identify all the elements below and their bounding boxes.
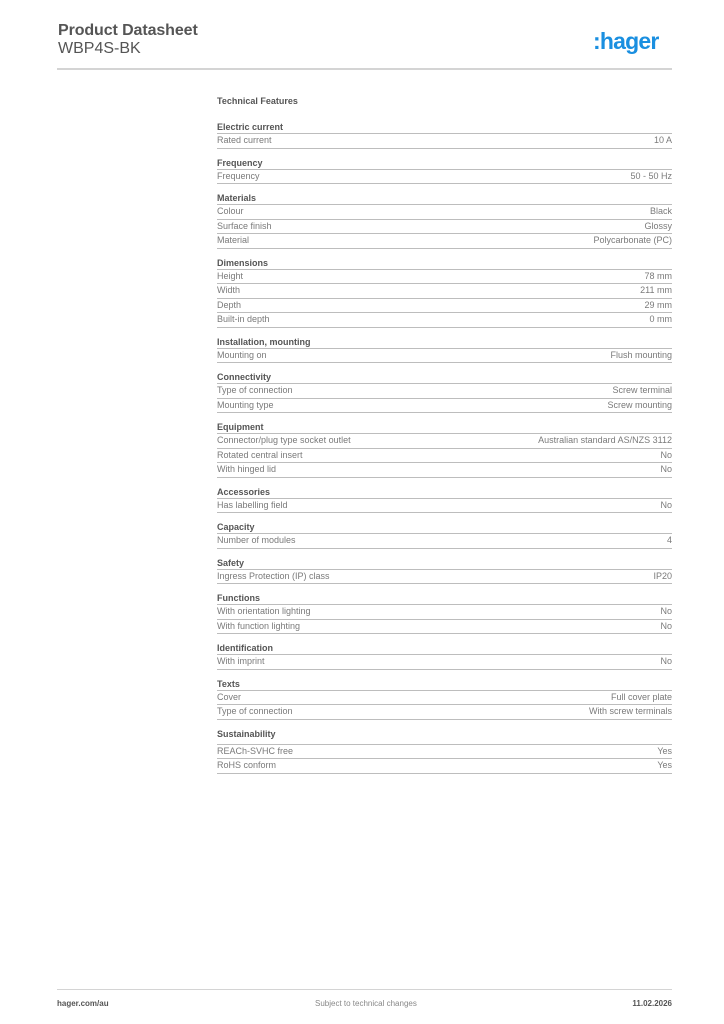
row-value: Yes <box>657 745 672 756</box>
row-value: With screw terminals <box>588 706 672 717</box>
row-value: No <box>660 656 672 667</box>
row-label: Frequency <box>217 170 260 181</box>
group-sustainability <box>217 728 672 774</box>
row-label: Built-in depth <box>217 314 270 325</box>
table-row <box>217 759 672 774</box>
group-connectivity <box>217 371 672 413</box>
row-label: Number of modules <box>217 535 296 546</box>
row-value: Polycarbonate (PC) <box>593 235 672 246</box>
table-row <box>217 313 672 328</box>
group-title: Capacity <box>217 521 672 534</box>
row-label: With function lighting <box>217 620 301 631</box>
row-label: Colour <box>217 206 244 217</box>
row-value: 10 A <box>653 135 672 146</box>
group-capacity <box>217 521 672 549</box>
group-title: Sustainability <box>217 728 672 745</box>
row-value: Yes <box>657 760 672 771</box>
row-value: 50 - 50 Hz <box>630 170 672 181</box>
table-row <box>217 220 672 235</box>
row-label: With imprint <box>217 656 265 667</box>
row-label: With orientation lighting <box>217 606 311 617</box>
group-safety <box>217 557 672 585</box>
group-title: Equipment <box>217 421 672 434</box>
group-identification <box>217 642 672 670</box>
group-title: Identification <box>217 642 672 655</box>
row-value: 78 mm <box>644 270 672 281</box>
group-title: Frequency <box>217 157 672 170</box>
table-row <box>217 399 672 414</box>
group-title: Texts <box>217 678 672 691</box>
table-row <box>217 170 672 185</box>
row-label: REACh-SVHC free <box>217 745 294 756</box>
table-row <box>217 134 672 149</box>
group-title: Installation, mounting <box>217 336 672 349</box>
row-value: No <box>660 606 672 617</box>
table-row <box>217 605 672 620</box>
row-label: Material <box>217 235 250 246</box>
table-row <box>217 270 672 285</box>
table-row <box>217 499 672 514</box>
footer-divider <box>57 989 672 990</box>
group-dimensions <box>217 257 672 328</box>
footer-date: 11.02.2026 <box>632 999 672 1008</box>
table-row <box>217 691 672 706</box>
row-value: 4 <box>666 535 672 546</box>
table-row <box>217 534 672 549</box>
group-materials <box>217 192 672 249</box>
technical-features <box>217 95 672 782</box>
row-value: IP20 <box>653 570 672 581</box>
row-label: Cover <box>217 691 242 702</box>
row-value: No <box>660 620 672 631</box>
table-row <box>217 299 672 314</box>
row-value: No <box>660 449 672 460</box>
row-value: Full cover plate <box>610 691 672 702</box>
footer-notice: Subject to technical changes <box>315 999 417 1008</box>
row-label: Type of connection <box>217 706 293 717</box>
row-label: RoHS conform <box>217 760 277 771</box>
row-label: Height <box>217 270 244 281</box>
row-label: Surface finish <box>217 220 272 231</box>
row-label: Connector/plug type socket outlet <box>217 435 351 446</box>
table-row <box>217 463 672 478</box>
group-texts <box>217 678 672 720</box>
row-value: Screw terminal <box>612 385 672 396</box>
table-row <box>217 434 672 449</box>
row-value: Glossy <box>644 220 672 231</box>
table-row <box>217 205 672 220</box>
header-divider <box>57 68 672 70</box>
group-title: Functions <box>217 592 672 605</box>
group-functions <box>217 592 672 634</box>
row-label: Mounting on <box>217 349 267 360</box>
table-row <box>217 284 672 299</box>
row-label: Depth <box>217 299 242 310</box>
row-label: Has labelling field <box>217 499 288 510</box>
row-label: Ingress Protection (IP) class <box>217 570 330 581</box>
row-value: 0 mm <box>649 314 672 325</box>
section-title: Technical Features <box>217 96 298 106</box>
group-title: Accessories <box>217 486 672 499</box>
document-footer <box>57 999 672 1009</box>
group-equipment <box>217 421 672 478</box>
group-accessories <box>217 486 672 514</box>
group-title: Materials <box>217 192 672 205</box>
table-row <box>217 655 672 670</box>
row-value: 29 mm <box>644 299 672 310</box>
row-label: Rotated central insert <box>217 449 303 460</box>
row-value: No <box>660 499 672 510</box>
table-row <box>217 745 672 760</box>
row-label: Mounting type <box>217 399 274 410</box>
row-value: No <box>660 464 672 475</box>
group-frequency <box>217 157 672 185</box>
table-row <box>217 570 672 585</box>
row-label: With hinged lid <box>217 464 277 475</box>
group-installation-mounting <box>217 336 672 364</box>
group-title: Dimensions <box>217 257 672 270</box>
table-row <box>217 234 672 249</box>
row-value: 211 mm <box>640 285 672 296</box>
product-code: WBP4S-BK <box>58 40 141 57</box>
table-row <box>217 349 672 364</box>
group-title: Connectivity <box>217 371 672 384</box>
document-title: Product Datasheet <box>58 22 198 39</box>
table-row <box>217 620 672 635</box>
row-value: Flush mounting <box>610 349 672 360</box>
row-label: Width <box>217 285 241 296</box>
row-value: Black <box>649 206 672 217</box>
row-label: Rated current <box>217 135 272 146</box>
row-label: Type of connection <box>217 385 293 396</box>
group-title: Electric current <box>217 121 672 134</box>
table-row <box>217 449 672 464</box>
group-title: Safety <box>217 557 672 570</box>
document-header <box>58 22 198 58</box>
table-row <box>217 384 672 399</box>
group-electric-current <box>217 121 672 149</box>
hager-logo: :hager <box>593 28 659 54</box>
row-value: Screw mounting <box>607 399 672 410</box>
footer-website-link[interactable]: hager.com/au <box>57 999 109 1008</box>
row-value: Australian standard AS/NZS 3112 <box>538 435 672 446</box>
table-row <box>217 705 672 720</box>
